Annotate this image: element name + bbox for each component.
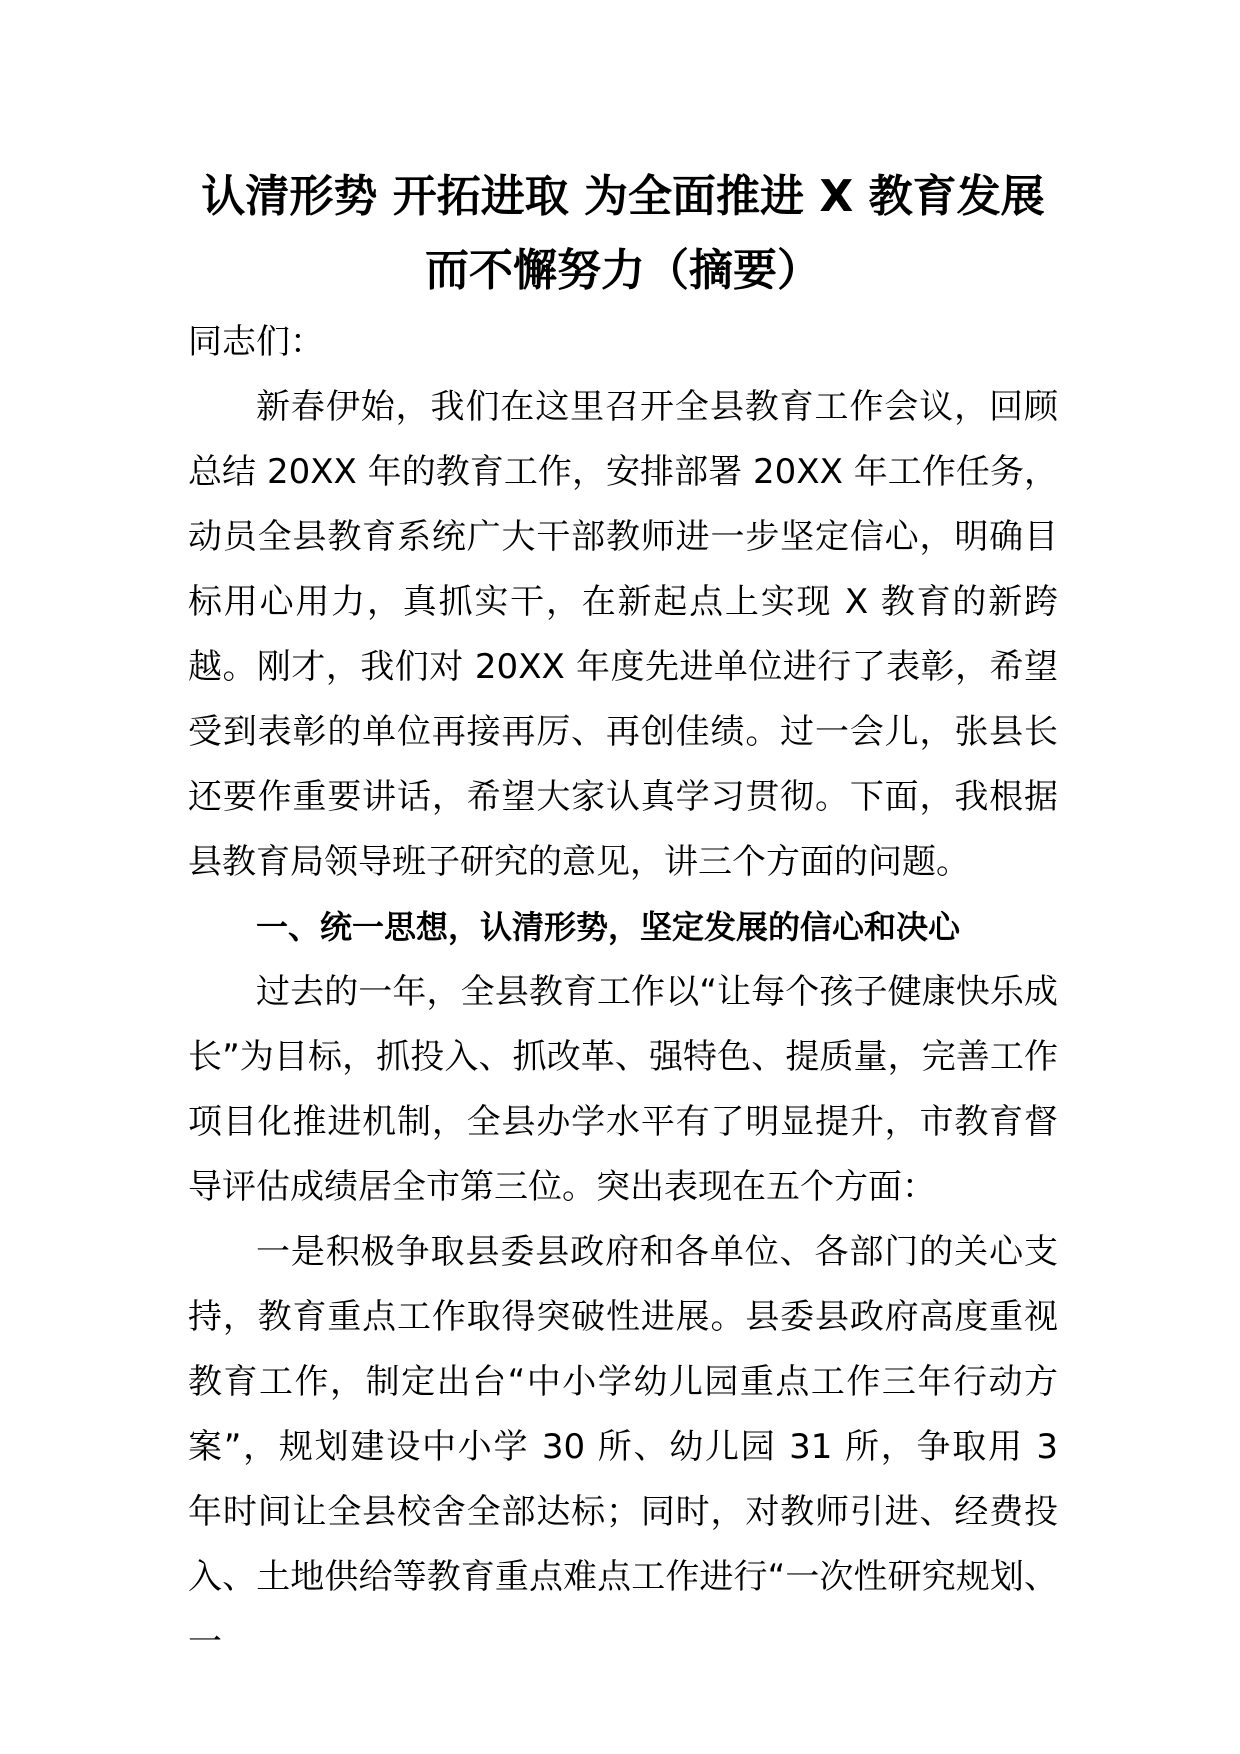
- paragraph-opening: 新春伊始，我们在这里召开全县教育工作会议，回顾总结 20XX 年的教育工作，安排部署 20XX 年工作任务，动员全县教育系统广大干部教师进一步坚定信心，明确目标用心用力，真抓实干，在新起点上实现 X 教育的新跨越。刚才，我们对 20XX 年度先进单位进行了表彰，希望受到表彰的单位再接再厉、再创佳绩。过一会儿，张县长还要作重要讲话，希望大家认真学习贯彻。下面，我根据县教育局领导班子研究的意见，讲三个方面的问题。: [188, 387, 1058, 882]
- section-heading-1: 一、统一思想，认清形势，坚定发展的信心和决心: [256, 908, 961, 946]
- paragraph-point-one: 一是积极争取县委县政府和各单位、各部门的关心支持，教育重点工作取得突破性进展。县委县政府高度重视教育工作，制定出台“中小学幼儿园重点工作三年行动方案”，规划建设中小学 30 所、幼儿园 31 所，争取用 3 年时间让全县校舍全部达标；同时，对教师引进、经费投入、土地供给等教育重点难点工作进行“一次性研究规划、一: [188, 1232, 1058, 1662]
- title-line-1: 认清形势 开拓进取 为全面推进 X 教育发展: [201, 171, 1045, 222]
- document-page: [188, 160, 1058, 1675]
- document-title: [188, 160, 1058, 308]
- title-line-2: 而不懈努力（摘要）: [425, 245, 821, 296]
- paragraph-review: 过去的一年，全县教育工作以“让每个孩子健康快乐成长”为目标，抓投入、抓改革、强特色、提质量，完善工作项目化推进机制，全县办学水平有了明显提升，市教育督导评估成绩居全市第三位。突出表现在五个方面：: [188, 972, 1058, 1207]
- salutation: 同志们：: [188, 322, 324, 362]
